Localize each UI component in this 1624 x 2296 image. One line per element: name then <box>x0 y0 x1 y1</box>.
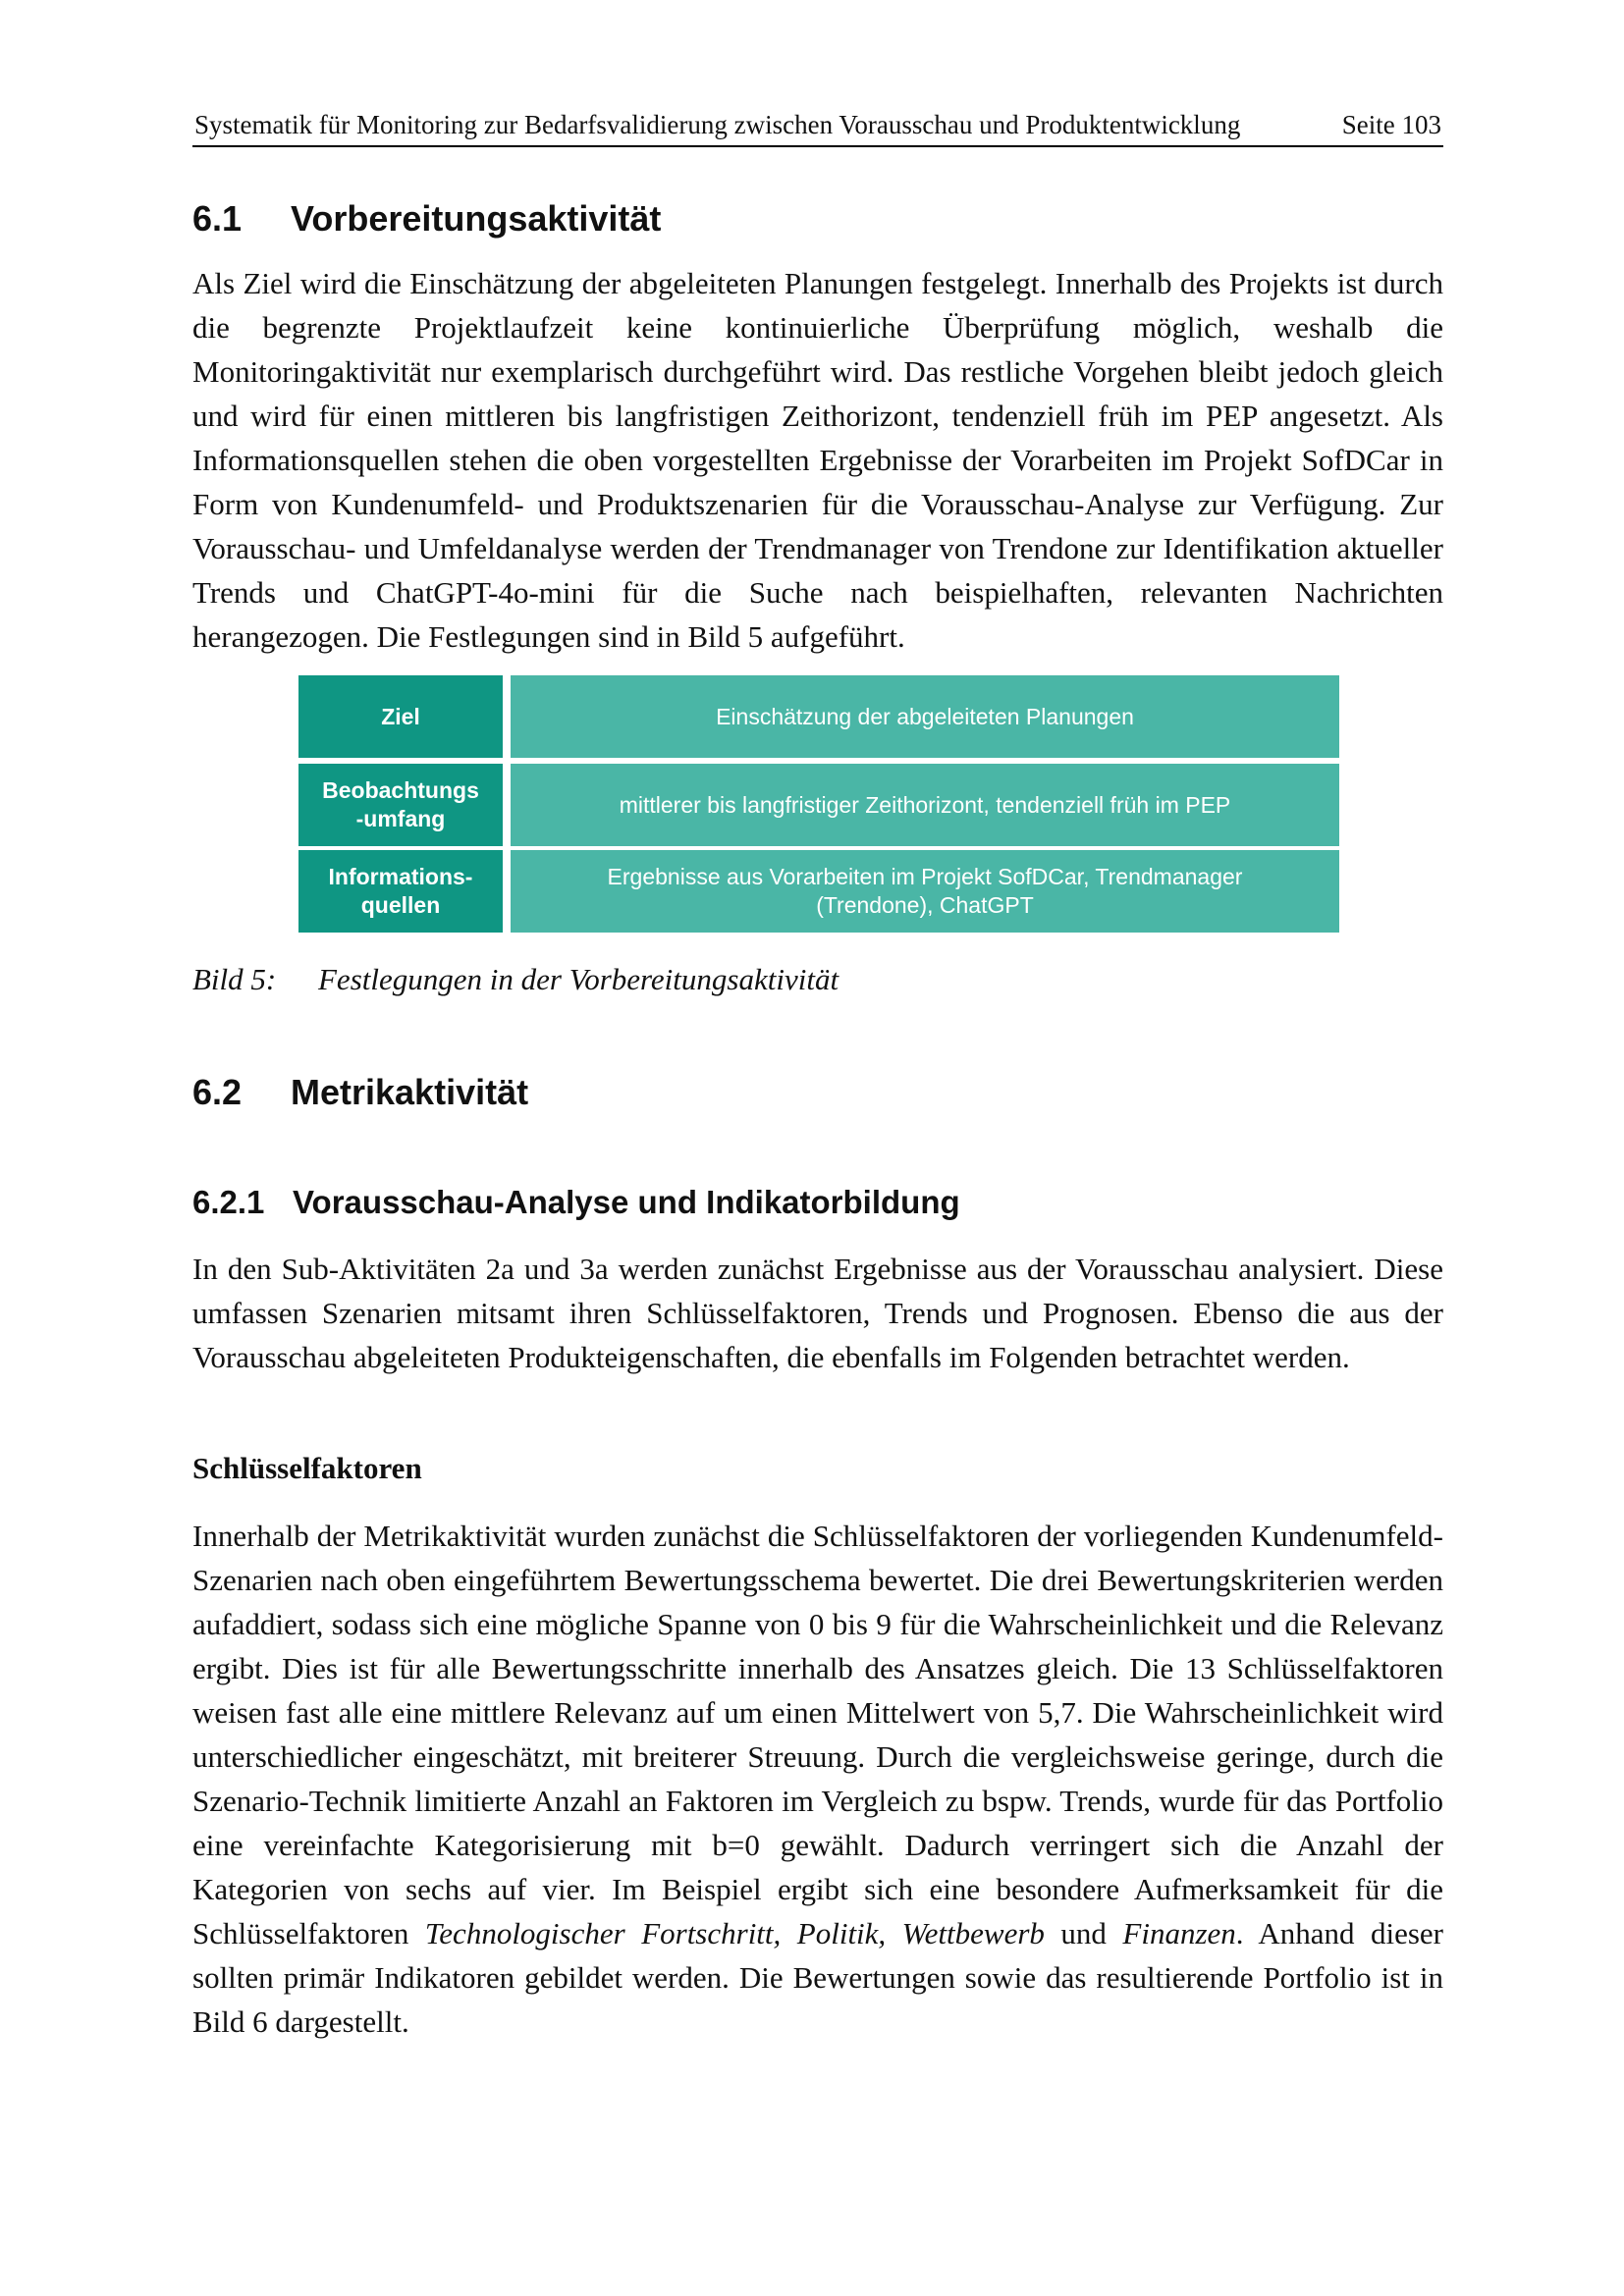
body-text-end: . Anhand dieser sollten primär Indikatoren gebildet werden. Die Bewertungen sowie das resultierende Portfolio ist in Bild 6 dargestellt. <box>192 1916 1444 2039</box>
figure-row-ziel <box>298 675 1339 758</box>
row-label: Ziel <box>298 675 503 758</box>
paragraph-6-1: Als Ziel wird die Einschätzung der abgeleiteten Planungen festgelegt. Innerhalb des Projekts ist durch die begrenzte Projektlaufzeit keine kontinuierliche Überprüfung möglich, weshalb die Monitoringaktivität nur exemplarisch durchgeführt wird. Das restliche Vorgehen bleibt jedoch gleich und wird für einen mittleren bis langfristigen Zeithorizont, tendenziell früh im PEP angesetzt. Als Informationsquellen stehen die oben vorgestellten Ergebnisse der Vorarbeiten im Projekt SofDCar in Form von Kundenumfeld- und Produktszenarien für die Vorausschau-Analyse zur Verfügung. Zur Vorausschau- und Umfeldanalyse werden der Trendmanager von Trendone zur Identifikation aktueller Trends und ChatGPT-4o-mini für die Suche nach beispielhaften, relevanten Nachrichten herangezogen. Die Festlegungen sind in Bild 5 aufgeführt. <box>192 266 1443 654</box>
body-text: Innerhalb der Metrikaktivität wurden zunächst die Schlüsselfaktoren der vorliegenden Kundenumfeld-Szenarien nach oben eingeführtem Bewertungsschema bewertet. Die drei Bewertungskriterien werden aufaddiert, sodass sich eine mögliche Spanne von 0 bis 9 für die Wahrscheinlichkeit und die Relevanz ergibt. Dies ist für alle Bewertungsschritte innerhalb des Ansatzes gleich. Die 13 Schlüsselfaktoren weisen fast alle eine mittlere Relevanz auf um einen Mittelwert von 5,7. Die Wahrscheinlichkeit wird unterschiedlicher eingeschätzt, mit breiterer Streuung. Durch die vergleichsweise geringe, durch die Szenario-Technik limitierte Anzahl an Faktoren im Vergleich zu bspw. Trends, wurde für das Portfolio eine vereinfachte Kategorisierung mit b=0 gewählt. Dadurch verringert sich die Anzahl der Kategorien von sechs auf vier. Im Beispiel ergibt sich eine besondere Aufmerksamkeit für die Schlüsselfaktoren <box>192 1519 1443 1950</box>
row-value: Ergebnisse aus Vorarbeiten im Projekt SofDCar, Trendmanager (Trendone), ChatGPT <box>511 850 1339 933</box>
section-title: Vorausschau-Analyse und Indikatorbildung <box>293 1184 960 1220</box>
italic-term: Finanzen <box>1122 1916 1236 1950</box>
italic-terms: Technologischer Fortschritt, Politik, Wettbewerb <box>424 1916 1045 1950</box>
running-title: Systematik für Monitoring zur Bedarfsvalidierung zwischen Vorausschau und Produktentwicklung <box>194 110 1241 139</box>
section-number: 6.1 <box>192 198 243 239</box>
paragraph-6-2-1-intro: In den Sub-Aktivitäten 2a und 3a werden zunächst Ergebnisse aus der Vorausschau analysiert. Diese umfassen Szenarien mitsamt ihren Schlüsselfaktoren, Trends und Prognosen. Ebenso die aus der Vorausschau abgeleiteten Produkteigenschaften, die ebenfalls im Folgenden betrachtet werden. <box>192 1252 1443 1374</box>
paragraph-schluesselfaktoren <box>192 1514 1443 2044</box>
section-heading-6-1 <box>192 198 1174 243</box>
section-heading-6-2-1 <box>192 1184 1174 1227</box>
section-title: Metrikaktivität <box>291 1072 529 1112</box>
connector-text: und <box>1044 1916 1123 1950</box>
figure-row-beobachtungsumfang <box>298 764 1339 846</box>
page-number: Seite 103 <box>1341 110 1441 139</box>
caption-label: Bild 5: <box>192 962 277 996</box>
row-value: mittlerer bis langfristiger Zeithorizont, tendenziell früh im PEP <box>511 764 1339 846</box>
figure-row-informationsquellen <box>298 850 1339 933</box>
figure-5-table <box>298 675 1339 934</box>
row-label: Beobachtungs -umfang <box>298 764 503 846</box>
section-heading-6-2 <box>192 1072 1174 1117</box>
row-value: Einschätzung der abgeleiteten Planungen <box>511 675 1339 758</box>
section-number: 6.2.1 <box>192 1184 265 1220</box>
section-title: Vorbereitungsaktivität <box>291 198 662 239</box>
row-label: Informations- quellen <box>298 850 503 933</box>
running-header <box>192 106 1443 147</box>
section-number: 6.2 <box>192 1072 243 1112</box>
runin-heading: Schlüsselfaktoren <box>192 1451 422 1485</box>
caption-text: Festlegungen in der Vorbereitungsaktivität <box>318 962 839 996</box>
